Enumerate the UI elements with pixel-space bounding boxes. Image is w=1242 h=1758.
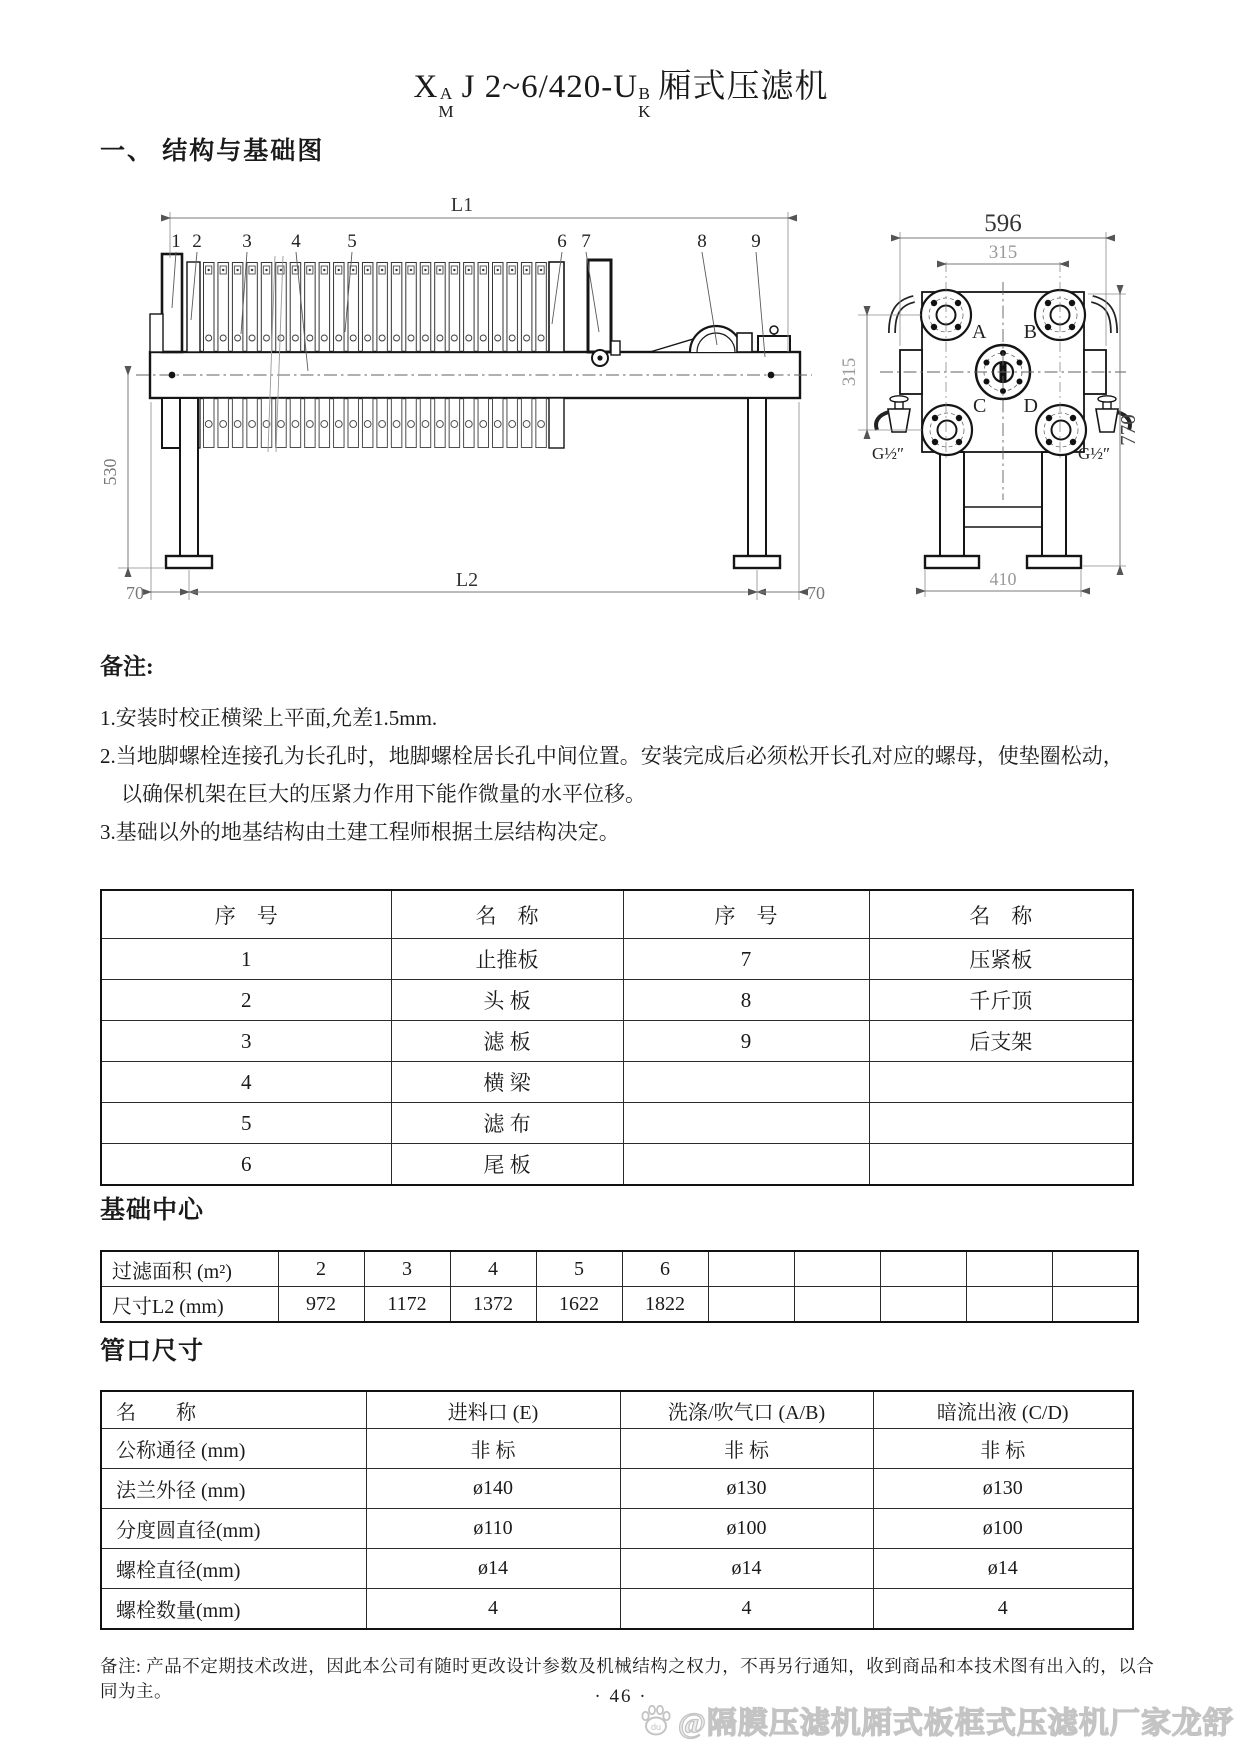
callout-2: 2 bbox=[192, 231, 202, 252]
dim-530: 530 bbox=[100, 458, 120, 486]
dim-596: 596 bbox=[984, 210, 1022, 237]
table-row: 4 横 梁 bbox=[101, 1062, 1133, 1103]
foundation-heading: 基础中心 bbox=[100, 1197, 205, 1224]
table-row: 法兰外径 (mm) ø140 ø130 ø130 bbox=[101, 1469, 1133, 1509]
table-row: 过滤面积 (m²) 2 3 4 5 6 bbox=[101, 1251, 1138, 1287]
table-row: 螺栓数量(mm) 4 4 4 bbox=[101, 1589, 1133, 1630]
notes-heading: 备注: bbox=[100, 654, 154, 679]
callout-9: 9 bbox=[751, 231, 761, 252]
page-title bbox=[0, 60, 1242, 121]
table-row: 螺栓直径(mm) ø14 ø14 ø14 bbox=[101, 1549, 1133, 1589]
structure-foundation-drawing bbox=[0, 168, 1242, 620]
table-row: 6 尾 板 bbox=[101, 1144, 1133, 1186]
filter-plates-upper bbox=[203, 262, 550, 352]
callout-8: 8 bbox=[697, 231, 707, 252]
note-2: 2.当地脚螺栓连接孔为长孔时，地脚螺栓居长孔中间位置。安装完成后必须松开长孔对应的螺母，使垫圈松动， bbox=[100, 744, 1124, 768]
title-stack-am: A M bbox=[438, 84, 455, 122]
note-1: 1.安装时校正横梁上平面,允差1.5mm. bbox=[100, 706, 438, 730]
callout-6: 6 bbox=[557, 231, 567, 252]
port-label-d: D bbox=[1023, 395, 1038, 417]
col-header: 名 称 bbox=[101, 1391, 366, 1429]
pipe-header-row bbox=[101, 1391, 1133, 1429]
notes-block bbox=[100, 648, 1150, 851]
title-model-x: X bbox=[413, 69, 439, 105]
side-view bbox=[100, 194, 825, 603]
dim-315-top: 315 bbox=[988, 242, 1018, 263]
table-row: 3 滤 板 9 后支架 bbox=[101, 1021, 1133, 1062]
dim-70-right: 70 bbox=[807, 583, 825, 603]
front-view bbox=[839, 210, 1140, 597]
foundation-table bbox=[100, 1250, 1139, 1323]
pipe-heading: 管口尺寸 bbox=[100, 1338, 205, 1365]
callout-3: 3 bbox=[242, 231, 252, 252]
tap-label-g-right: G½″ bbox=[1078, 444, 1111, 463]
section-heading: 一、 结构与基础图 bbox=[100, 138, 325, 165]
front-legs bbox=[925, 452, 1081, 568]
callout-4: 4 bbox=[291, 231, 301, 252]
watermark bbox=[638, 1698, 1242, 1742]
table-row: 1 止推板 7 压紧板 bbox=[101, 939, 1133, 980]
press-plate bbox=[588, 260, 620, 366]
table-row: 5 滤 布 bbox=[101, 1103, 1133, 1144]
title-model-mid: J 2~6/420-U bbox=[461, 69, 639, 105]
baidu-paw-icon bbox=[638, 1702, 674, 1738]
title-stack-bk: B K bbox=[638, 84, 652, 122]
callout-1: 1 bbox=[171, 231, 181, 252]
col-header: 进料口 (E) bbox=[366, 1391, 620, 1429]
table-row: 公称通径 (mm) 非 标 非 标 非 标 bbox=[101, 1429, 1133, 1469]
watermark-text: @隔膜压滤机厢式板框式压滤机厂家龙舒 bbox=[678, 1707, 1234, 1740]
dim-L1: L1 bbox=[450, 194, 474, 216]
footer-disclaimer: 备注: 产品不定期技术改进，因此本公司有随时更改设计参数及机械结构之权力，不再另行通知，收到商品和本技术图有出入的，以合同为主。 bbox=[100, 1656, 1155, 1701]
flange-c bbox=[922, 405, 972, 455]
col-header: 序 号 bbox=[101, 890, 391, 939]
tap-label-g-left: G½″ bbox=[872, 444, 905, 463]
svg-text:du: du bbox=[650, 1722, 662, 1732]
col-header: 名 称 bbox=[869, 890, 1133, 939]
parts-table bbox=[100, 889, 1134, 1186]
thrust-plate bbox=[150, 254, 182, 448]
drain-tap-left bbox=[876, 396, 910, 432]
note-3: 3.基础以外的地基结构由土建工程师根据土层结构决定。 bbox=[100, 820, 620, 844]
table-row: 分度圆直径(mm) ø110 ø100 ø100 bbox=[101, 1509, 1133, 1549]
filter-plates-lower bbox=[203, 398, 550, 448]
col-header: 暗流出液 (C/D) bbox=[873, 1391, 1133, 1429]
dim-770: 770 bbox=[1116, 414, 1140, 446]
port-label-a: A bbox=[972, 321, 987, 343]
col-header: 名 称 bbox=[391, 890, 623, 939]
port-label-c: C bbox=[973, 395, 987, 417]
table-row: 尺寸L2 (mm) 972 1172 1372 1622 1822 bbox=[101, 1287, 1138, 1323]
note-2-continued: 以确保机架在巨大的压紧力作用下能作微量的水平位移。 bbox=[121, 782, 646, 806]
pipe-table bbox=[100, 1390, 1134, 1630]
dim-410: 410 bbox=[989, 569, 1017, 589]
col-header: 序 号 bbox=[623, 890, 869, 939]
callout-7: 7 bbox=[581, 231, 591, 252]
callout-5: 5 bbox=[347, 231, 357, 252]
dim-L2: L2 bbox=[455, 569, 479, 591]
dim-70-left: 70 bbox=[126, 583, 144, 603]
parts-header-row bbox=[101, 890, 1133, 939]
dim-315-left: 315 bbox=[839, 357, 860, 387]
jack bbox=[650, 326, 752, 352]
col-header: 洗涤/吹气口 (A/B) bbox=[620, 1391, 873, 1429]
page-number: · 46 · bbox=[594, 1686, 648, 1707]
title-machine-name: 厢式压滤机 bbox=[658, 69, 829, 105]
port-label-b: B bbox=[1023, 321, 1037, 343]
table-row: 2 头 板 8 千斤顶 bbox=[101, 980, 1133, 1021]
